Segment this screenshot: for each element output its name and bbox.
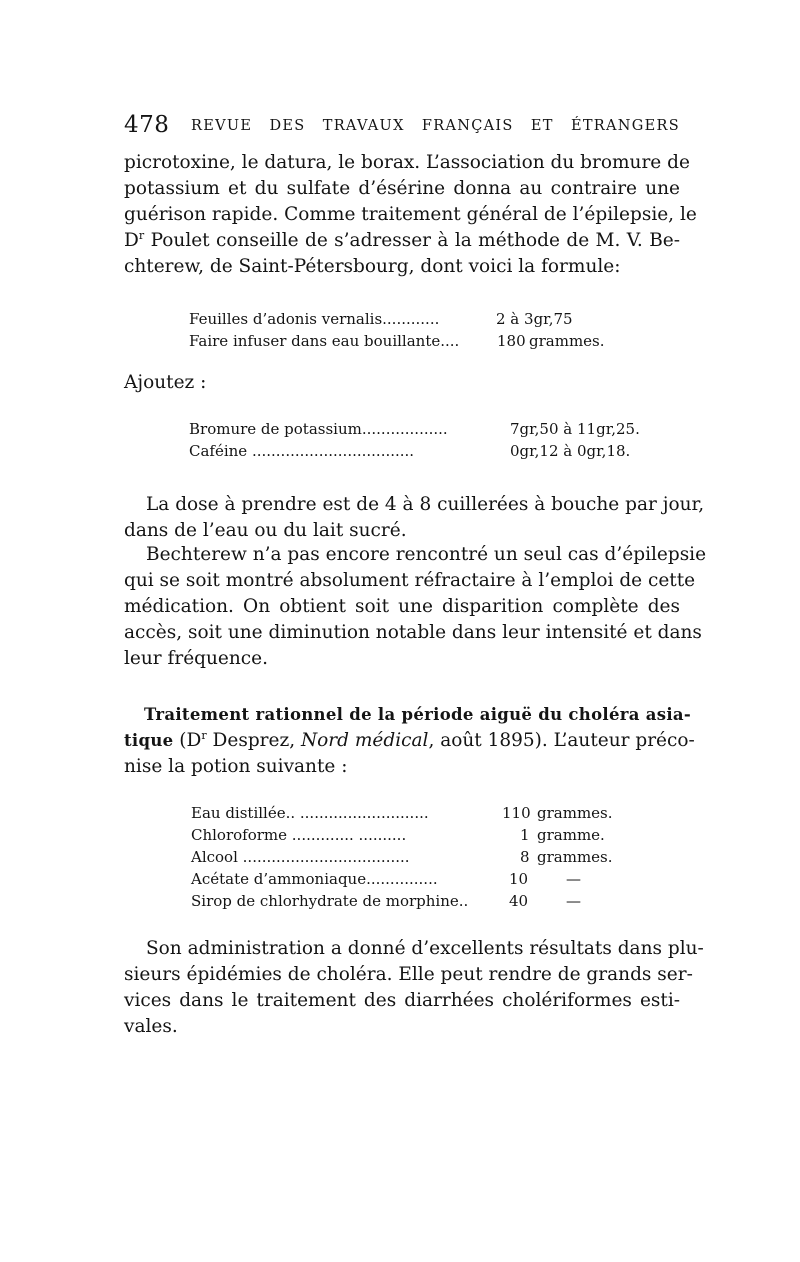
text-line: nise la potion suivante :	[124, 756, 348, 777]
section-title-end: tique	[124, 731, 174, 750]
text-line: vales.	[124, 1016, 178, 1037]
text-line: accès, soit une diminution notable dans leur intensité et dans	[124, 622, 702, 643]
ingredient-quantity: 180	[497, 332, 526, 350]
paragraph-bechterew	[124, 542, 707, 672]
ingredient-unit: gramme.	[537, 826, 605, 844]
recipe-row	[191, 846, 631, 868]
ingredient-name: Feuilles d’adonis vernalis............	[189, 310, 440, 328]
page-number: 478	[124, 112, 170, 138]
text-line: sieurs épidémies de choléra. Elle peut rendre de grands ser-	[124, 964, 693, 985]
text-line: chterew, de Saint-Pétersbourg, dont voici la formule:	[124, 256, 621, 277]
ingredient-quantity: 10	[509, 870, 529, 888]
ingredient-quantity: 40	[509, 892, 529, 910]
ingredient-quantity: 1	[520, 826, 530, 844]
text-line: vices dans le traitement des diarrhées cholériformes esti-	[124, 990, 680, 1011]
recipe-row	[189, 418, 649, 440]
citation-author: Desprez,	[206, 730, 301, 751]
ajoutez-label: Ajoutez :	[124, 372, 207, 393]
section-title: Traitement rationnel de la période aiguë du choléra asia-	[144, 705, 692, 724]
ingredient-name: Alcool ...................................	[191, 848, 410, 866]
ingredient-quantity: 2 à 3gr,75	[496, 310, 573, 328]
ingredient-quantity: 7gr,50 à 11gr,25.	[510, 420, 640, 438]
recipe-row	[189, 330, 629, 352]
ingredient-unit: grammes.	[537, 804, 613, 822]
recipe-potion	[191, 802, 631, 912]
text-line: médication. On obtient soit une disparition complète des	[124, 596, 680, 617]
ingredient-quantity: 0gr,12 à 0gr,18.	[510, 442, 631, 460]
section-cholera	[124, 702, 695, 780]
recipe-row	[191, 824, 631, 846]
dr-superscript: r	[201, 728, 207, 742]
ingredient-quantity: 110	[502, 804, 531, 822]
text-line-rest: Poulet conseille de s’adresser à la méthode de M. V. Be-	[150, 230, 680, 251]
ingredient-unit: grammes.	[537, 848, 613, 866]
text-line: Son administration a donné d’excellents résultats dans plu-	[146, 938, 704, 959]
recipe-row	[189, 308, 629, 330]
recipe-row	[191, 802, 631, 824]
text-line: La dose à prendre est de 4 à 8 cuillerées à bouche par jour,	[146, 494, 705, 515]
citation-post: , août 1895). L’auteur préco-	[428, 730, 695, 751]
ingredient-name: Caféine ..................................	[189, 442, 415, 460]
dr-abbrev: D	[124, 230, 139, 251]
journal-title: Nord médical	[300, 730, 429, 751]
ingredient-name: Bromure de potassium..................	[189, 420, 448, 438]
text-line: qui se soit montré absolument réfractaire à l’emploi de cette	[124, 570, 696, 591]
text-line: Bechterew n’a pas encore rencontré un seul cas d’épilepsie	[146, 544, 707, 565]
text-line: guérison rapide. Comme traitement général de l’épilepsie, le	[124, 204, 697, 225]
ingredient-name: Faire infuser dans eau bouillante....	[189, 332, 460, 350]
paragraph-dose	[124, 492, 705, 544]
text-line: picrotoxine, le datura, le borax. L’association du bromure de	[124, 152, 690, 173]
citation-line	[124, 728, 695, 754]
recipe-row	[189, 440, 649, 462]
citation-pre: (D	[173, 730, 202, 751]
ingredient-name: Acétate d’ammoniaque...............	[191, 870, 438, 888]
ingredient-name: Chloroforme ............. ..........	[191, 826, 407, 844]
page-header	[124, 112, 680, 142]
running-head: REVUE DES TRAVAUX FRANÇAIS ET ÉTRANGERS	[191, 118, 680, 134]
recipe-adonis	[189, 308, 629, 352]
ingredient-unit: —	[566, 870, 581, 888]
ingredient-quantity: 8	[520, 848, 530, 866]
ingredient-unit: —	[566, 892, 581, 910]
recipe-row	[191, 890, 631, 912]
ingredient-unit: grammes.	[529, 332, 605, 350]
paragraph-administration	[124, 936, 704, 1040]
text-line: dans de l’eau ou du lait sucré.	[124, 520, 407, 541]
ingredient-name: Eau distillée.. ...........................	[191, 804, 429, 822]
recipe-bromure	[189, 418, 649, 462]
dr-superscript: r	[138, 228, 145, 242]
ingredient-name: Sirop de chlorhydrate de morphine..	[191, 892, 469, 910]
recipe-row	[191, 868, 631, 890]
paragraph-epilepsie	[124, 150, 697, 280]
text-line: leur fréquence.	[124, 648, 268, 669]
text-line-with-dr	[124, 228, 680, 254]
text-line: potassium et du sulfate d’ésérine donna au contraire une	[124, 178, 680, 199]
